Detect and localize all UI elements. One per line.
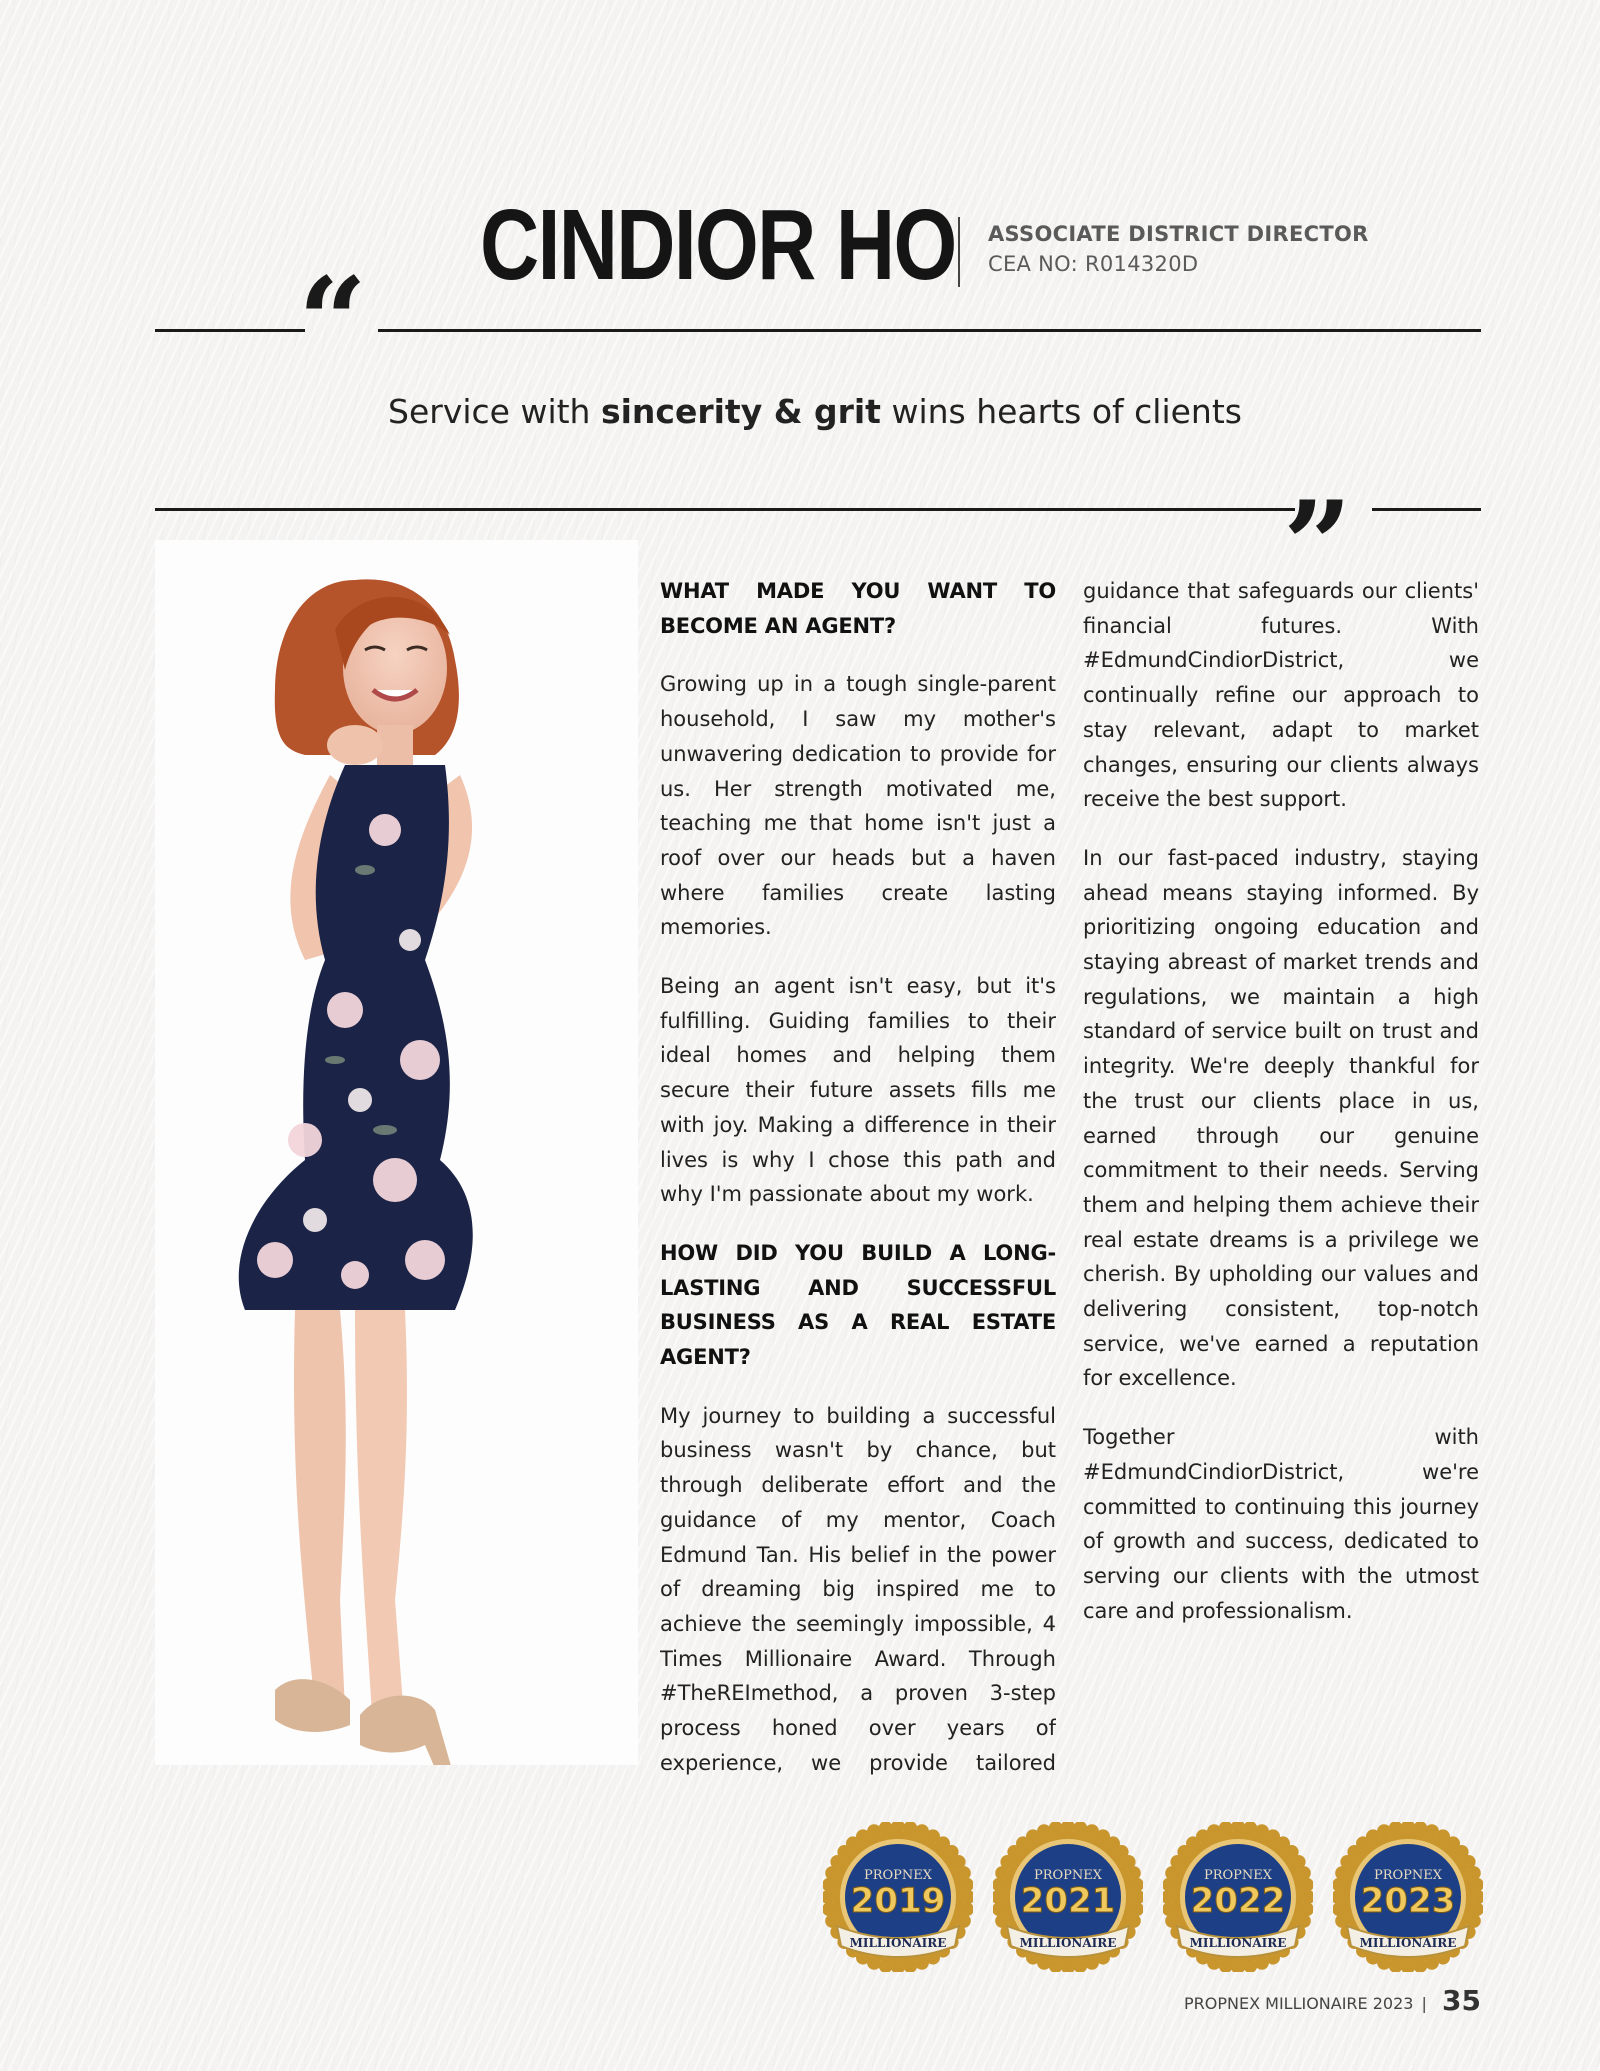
tagline-emphasis: sincerity & grit (600, 392, 881, 431)
portrait-illustration (155, 540, 638, 1765)
answer-paragraph (660, 1399, 1056, 1781)
bottom-rule-left (155, 508, 1295, 511)
award-badge-2022 (1163, 1822, 1313, 1972)
badge-seal-icon (1333, 1822, 1483, 1972)
publication-name: PROPNEX MILLIONAIRE 2023 (1184, 1994, 1414, 2013)
agent-portrait (155, 540, 638, 1765)
header-divider (958, 217, 960, 287)
article-column-1 (660, 574, 1056, 1781)
answer-paragraph: In our fast-paced industry, staying ahead means staying informed. By prioritizing ongoing education and staying abreast of market trends and regulations, we maintain a high standard of service built on trust and integrity. We're deeply thankful for the trust our clients place in us, earned through our genuine commitment to their needs. Serving them and helping them achieve their real estate dreams is a privilege we cherish. By upholding our values and delivering consistent, top-notch service, we've earned a reputation for excellence. (1083, 845, 1479, 1391)
badge-label: MILLIONAIRE (1359, 1936, 1457, 1950)
badge-label: MILLIONAIRE (1019, 1936, 1117, 1950)
footer-separator: | (1421, 1994, 1427, 2013)
question-heading: HOW DID YOU BUILD A LONG-LASTING AND SUCCESSFUL BUSINESS AS A REAL ESTATE AGENT? (660, 1240, 1056, 1370)
badge-brand: PROPNEX (863, 1868, 933, 1883)
tagline (0, 392, 1600, 431)
bottom-rule-right (1372, 508, 1481, 511)
open-quote-icon: “ (298, 251, 368, 392)
award-badge-2021 (993, 1822, 1143, 1972)
footer-publication (1184, 1994, 1435, 2013)
badge-year: 2023 (1360, 1881, 1456, 1921)
tagline-end: wins hearts of clients (880, 392, 1242, 431)
badge-brand: PROPNEX (1373, 1868, 1443, 1883)
answer-paragraph: Being an agent isn't easy, but it's fulfilling. Guiding families to their ideal homes and helping them secure their future assets fills me with joy. Making a difference in their lives is why I chose this path and why I'm passionate about my work. (660, 974, 1056, 1207)
badge-label: MILLIONAIRE (849, 1936, 947, 1950)
award-badge-2023 (1333, 1822, 1483, 1972)
badge-year: 2022 (1190, 1881, 1286, 1921)
top-rule-left (155, 329, 305, 332)
answer-paragraph: Growing up in a tough single-parent household, I saw my mother's unwavering dedication to provide for us. Her strength motivated me, teaching me that home isn't just a roof over our heads but a haven where families create lasting memories. (660, 672, 1056, 940)
continued-paragraph: guidance that safeguards our clients' financial futures. With #EdmundCindiorDistrict, we continually refine our approach to stay relevant, adapt to market changes, ensuring our clients always receive the best support. (1083, 579, 1479, 812)
badge-seal-icon (1163, 1822, 1313, 1972)
badge-seal-icon (993, 1822, 1143, 1972)
agent-title: ASSOCIATE DISTRICT DIRECTOR (988, 222, 1369, 246)
badge-brand: PROPNEX (1203, 1868, 1273, 1883)
cea-number: CEA NO: R014320D (988, 252, 1199, 276)
badge-year: 2021 (1020, 1881, 1116, 1921)
article-column-2 (1083, 574, 1479, 1652)
question-heading: WHAT MADE YOU WANT TO BECOME AN AGENT? (660, 579, 1056, 638)
agent-name: CINDIOR HO (480, 189, 956, 301)
badge-seal-icon (823, 1822, 973, 1972)
page-number: 35 (1442, 1984, 1481, 2017)
badge-year: 2019 (850, 1881, 946, 1921)
close-quote-icon: ” (1283, 475, 1353, 616)
badge-label: MILLIONAIRE (1189, 1936, 1287, 1950)
answer-paragraph: Together with #EdmundCindiorDistrict, we're committed to continuing this journey of growth and success, dedicated to serving our clients with the utmost care and professionalism. (1083, 1425, 1479, 1623)
award-badge-2019 (823, 1822, 973, 1972)
badge-brand: PROPNEX (1033, 1868, 1103, 1883)
tagline-start: Service with (388, 392, 601, 431)
flowing-paragraph: My journey to building a successful business wasn't by chance, but through deliberate effort and the guidance of my mentor, Coach Edmund Tan. His belief in the power of dreaming big inspired me to achieve the seemingly impossible, 4 Times Millionaire Award. Through #TheREImethod, a proven 3-step process honed over years of experience, we provide tailored (660, 1403, 1056, 1775)
top-rule-right (378, 329, 1481, 332)
